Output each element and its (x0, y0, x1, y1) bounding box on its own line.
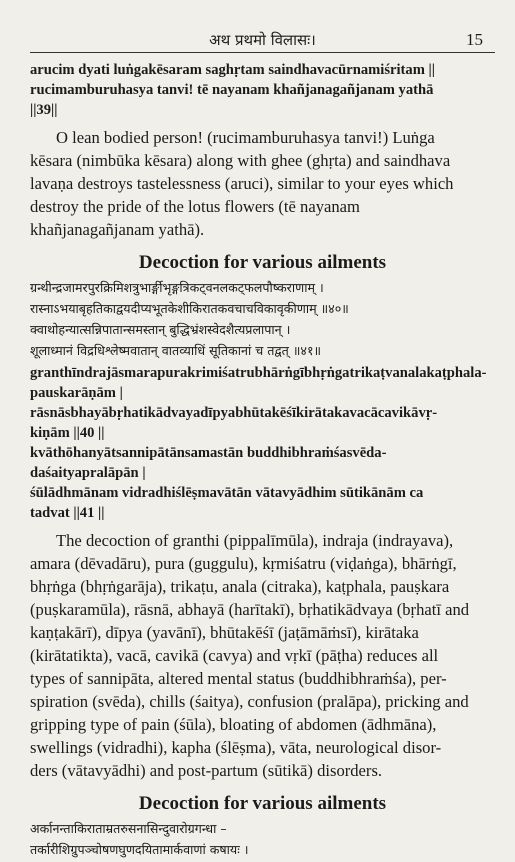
verse-line: granthīndrajāsmarapurakrimiśatrubhārṅgībhṛṅgatrikaṭvanalakaṭphala- (30, 365, 487, 381)
verse-line: kvāthōhanyātsannipātānsamastān buddhibhraṁśasvēda- (30, 445, 387, 461)
prose-line: (kirātatikta), vacā, cavikā (cavya) and vṛkī (pāṭha) reduces all (30, 646, 439, 665)
prose-line: kaṇṭakārī), dīpya (yavānī), bhūtakēśī (jaṭāmāṁsī), kirātaka (30, 623, 419, 642)
verse-line: tadvat ||41 || (30, 505, 105, 521)
prose-line: gripping type of pain (śūla), bloating of abdomen (ādhmāna), (30, 715, 437, 734)
prose-line: (puṣkaramūla), rāsnā, abhayā (harītakī), bṛhatikādvaya (bṛhatī and (30, 600, 470, 619)
sanskrit-line: क्वाथोहन्यात्सन्निपातान्समस्तान् बुद्धिभ्रंशस्वेदशैत्यप्रलापान् । (30, 322, 291, 337)
prose-line: khañjanagañjanam yathā). (30, 220, 205, 239)
sanskrit-line: ग्रन्थीन्द्रजामरपुरक्रिमिशत्रुभार्ङ्गीभृङ्गत्रिकट्वनलकट्फलपौष्कराणाम् । (30, 280, 324, 295)
verse-40-41-sanskrit (30, 277, 495, 361)
running-head: अथ प्रथमो विलासः। (209, 31, 316, 49)
sanskrit-line: शूलाध्मानं विद्रधिश्लेष्मवातान् वातव्याधिं सूतिकानां च तद्वत् ॥४१॥ (30, 343, 322, 358)
verse-line: pauskarāṇām | (30, 385, 123, 401)
prose-line: swellings (vidradhi), kapha (ślēṣma), vāta, neurological disor- (30, 738, 442, 757)
sanskrit-line: अर्कानन्ताकिराताम्रतरुसनासिन्दुवारोग्रगन्धा – (30, 821, 227, 836)
verse-line: ||39|| (30, 102, 58, 118)
sanskrit-line: रास्नाऽभयाबृहतिकाद्वयदीप्यभूतकेशीकिरातकवचाचविकावृकीणाम् ॥४०॥ (30, 301, 349, 316)
prose-line: amara (dēvadāru), pura (guggulu), kṛmiśatru (viḍaṅga), bhārṅgī, (30, 554, 457, 573)
page-content (30, 60, 495, 862)
verse-line: daśaityapralāpān | (30, 465, 146, 481)
verse-41-transliteration (30, 443, 495, 523)
verse-39-translation (30, 126, 495, 241)
verse-39-transliteration (30, 60, 495, 120)
verse-40-41-translation (30, 529, 495, 782)
verse-line: arucim dyati luṅgakēsaram saghṛtam saindhavacūrnamiśritam || (30, 62, 435, 78)
sanskrit-line: तर्कारीशिग्रुपञ्चोषणघुणदयितामार्कवाणां कषायः । (30, 842, 249, 857)
verse-line: rāsnāsbhayābṛhatikādvayadīpyabhūtakēśīkirātakavacācavikāvṛ- (30, 405, 438, 421)
prose-line: lavaṇa destroys tastelessness (aruci), similar to your eyes which (30, 174, 454, 193)
prose-line: types of sannipāta, altered mental status (buddhibhraṁśa), per- (30, 669, 447, 688)
section-heading: Decoction for various ailments (138, 252, 387, 273)
prose-line: kēsara (nimbūka kēsara) along with ghee (ghṛta) and saindhava (30, 151, 451, 170)
prose-line: spiration (svēda), chills (śaitya), confusion (pralāpa), pricking and (30, 692, 469, 711)
verse-line: kiṇām ||40 || (30, 425, 105, 441)
verse-40-transliteration (30, 363, 495, 443)
page-header (30, 0, 495, 49)
prose-line: ders (vātavyādhi) and post-partum (sūtikā) disorders. (30, 761, 383, 780)
header-rule (30, 52, 495, 53)
prose-line: O lean bodied person! (rucimamburuhasya tanvi!) Luṅga (56, 128, 435, 147)
prose-line: The decoction of granthi (pippalīmūla), indraja (indrayava), (56, 531, 454, 550)
verse-line: śūlādhmānam vidradhiślēṣmavātān vātavyādhim sūtikānām ca (30, 485, 424, 501)
page-number: 15 (466, 30, 483, 49)
verse-42-sanskrit (30, 818, 495, 860)
verse-line: rucimamburuhasya tanvi! tē nayanam khañjanagañjanam yathā (30, 82, 434, 98)
prose-line: bhṛṅga (bhṛṅgarāja), trikaṭu, anala (citraka), kaṭphala, pauṣkara (30, 577, 450, 596)
prose-line: destroy the pride of the lotus flowers (tē nayanam (30, 197, 360, 216)
section-heading: Decoction for various ailments (138, 793, 387, 814)
